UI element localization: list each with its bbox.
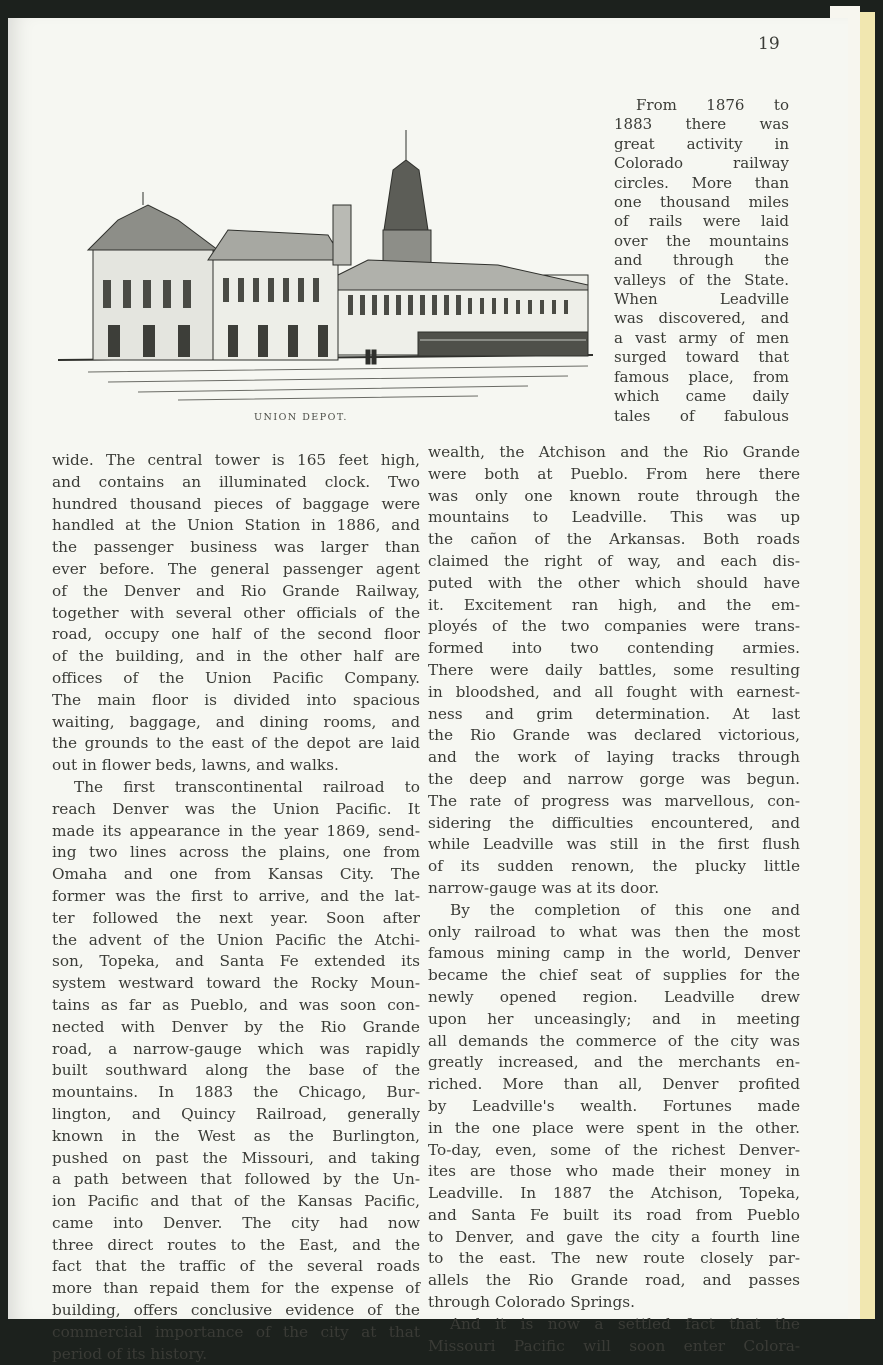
text-line: mountains to Leadville. This was up	[428, 508, 800, 527]
text-line: wealth, the Atchison and the Rio Grande	[428, 443, 800, 461]
text-line: handled at the Union Station in 1886, and	[52, 516, 420, 535]
text-line: famous mining camp in the world, Denver	[428, 944, 800, 963]
text-line: ion Pacific and that of the Kansas Pacific,	[52, 1192, 420, 1211]
text-line: a vast army of men	[614, 328, 789, 347]
text-line: circles. More than	[614, 173, 789, 192]
text-line: son, Topeka, and Santa Fe extended its	[52, 952, 420, 971]
text-line: tales of fabulous	[614, 406, 789, 425]
text-line: known in the West as the Burlington,	[52, 1126, 420, 1145]
text-line: built southward along the base of the	[52, 1061, 420, 1080]
text-line: more than repaid them for the expense of	[52, 1279, 420, 1298]
text-line: great activity in	[614, 134, 789, 153]
text-line: nected with Denver by the Rio Grande	[52, 1017, 420, 1036]
text-line: road, a narrow-gauge which was rapidly	[52, 1039, 420, 1058]
text-line: to Denver, and gave the city a fourth line	[428, 1227, 800, 1246]
text-line: was only one known route through the	[428, 486, 800, 505]
right-column	[428, 442, 800, 1357]
text-line: The rate of progress was marvellous, con-	[428, 791, 800, 810]
text-line: ing two lines across the plains, one from	[52, 843, 420, 862]
text-line: system westward toward the Rocky Moun-	[52, 974, 420, 993]
text-line: was discovered, and	[614, 309, 789, 328]
text-line: one thousand miles	[614, 193, 789, 212]
text-line: valleys of the State.	[614, 270, 789, 289]
book-page	[8, 18, 848, 1363]
text-line: The main floor is divided into spacious	[52, 690, 420, 709]
text-line: 1883 there was	[614, 115, 789, 134]
text-line: Colorado railway	[614, 154, 789, 173]
text-line: former was the first to arrive, and the lat-	[52, 886, 420, 905]
text-line: sidering the difficulties encountered, and	[428, 813, 800, 832]
text-line: Omaha and one from Kansas City. The	[52, 865, 420, 884]
text-line: From 1876 to	[636, 96, 789, 114]
text-line: ness and grim determination. At last	[428, 704, 800, 723]
text-line: which came daily	[614, 387, 789, 406]
text-line: ter followed the next year. Soon after	[52, 908, 420, 927]
text-line: over the mountains	[614, 231, 789, 250]
text-line: commercial importance of the city at that	[52, 1322, 420, 1341]
text-line: and through the	[614, 251, 789, 270]
text-line: and Santa Fe built its road from Pueblo	[428, 1205, 800, 1224]
text-line: the passenger business was larger than	[52, 538, 420, 557]
text-line: three direct routes to the East, and the	[52, 1235, 420, 1254]
text-line: hundred thousand pieces of baggage were	[52, 494, 420, 513]
text-line: of the Denver and Rio Grande Railway,	[52, 581, 420, 600]
text-line: reach Denver was the Union Pacific. It	[52, 799, 420, 818]
text-line: and contains an illuminated clock. Two	[52, 472, 420, 491]
text-line: surged toward that	[614, 348, 789, 367]
text-line: the grounds to the east of the depot are laid	[52, 734, 420, 753]
page-number: 19	[758, 34, 780, 54]
text-line: newly opened region. Leadville drew	[428, 987, 800, 1006]
text-line: by Leadville's wealth. Fortunes made	[428, 1096, 800, 1115]
text-line: When Leadville	[614, 290, 789, 309]
text-line: puted with the other which should have	[428, 573, 800, 592]
text-line: The first transcontinental railroad to	[74, 777, 420, 796]
text-line: the cañon of the Arkansas. Both roads	[428, 530, 800, 549]
text-line: fact that the traffic of the several roads	[52, 1257, 420, 1276]
text-line: allels the Rio Grande road, and passes	[428, 1271, 800, 1290]
text-line: while Leadville was still in the first flush	[428, 835, 800, 854]
text-line: lington, and Quincy Railroad, generally	[52, 1104, 420, 1123]
text-line: a path between that followed by the Un-	[52, 1170, 420, 1189]
text-line: To-day, even, some of the richest Denver-	[428, 1140, 800, 1159]
text-line: narrow-gauge was at its door.	[428, 878, 660, 897]
text-line: building, offers conclusive evidence of the	[52, 1301, 420, 1320]
text-line: pushed on past the Missouri, and taking	[52, 1148, 420, 1167]
text-line: of the building, and in the other half are	[52, 647, 420, 666]
text-line: greatly increased, and the merchants en-	[428, 1053, 800, 1072]
text-line: the advent of the Union Pacific the Atchi-	[52, 930, 420, 949]
illustration-caption: UNION DEPOT.	[254, 412, 348, 423]
text-line: formed into two contending armies.	[428, 639, 800, 658]
text-line: ites are those who made their money in	[428, 1162, 800, 1181]
text-line: Leadville. In 1887 the Atchison, Topeka,	[428, 1184, 800, 1203]
text-line: through Colorado Springs.	[428, 1293, 636, 1312]
text-line: offices of the Union Pacific Company.	[52, 668, 420, 687]
text-line: road, occupy one half of the second floor	[52, 625, 420, 644]
text-line: tains as far as Pueblo, and was soon con-	[52, 995, 420, 1014]
text-line: to the east. The new route closely par-	[428, 1249, 800, 1268]
text-line: the deep and narrow gorge was begun.	[428, 769, 800, 788]
text-line: claimed the right of way, and each dis-	[428, 551, 800, 570]
text-line: period of its history.	[52, 1344, 208, 1363]
text-line: of its sudden renown, the plucky little	[428, 857, 800, 876]
text-line: in bloodshed, and all fought with earnest-	[428, 682, 800, 701]
text-line: ever before. The general passenger agent	[52, 559, 420, 578]
text-line: and the work of laying tracks through	[428, 748, 800, 767]
text-line: all demands the commerce of the city was	[428, 1031, 800, 1050]
text-line: the Rio Grande was declared victorious,	[428, 726, 800, 745]
text-line: it. Excitement ran high, and the em-	[428, 595, 800, 614]
text-line: together with several other officials of the	[52, 603, 420, 622]
text-line: famous place, from	[614, 367, 789, 386]
text-line: out in flower beds, lawns, and walks.	[52, 756, 339, 775]
text-line: upon her unceasingly; and in meeting	[428, 1009, 800, 1028]
text-line: only railroad to what was then the most	[428, 922, 800, 941]
text-line: came into Denver. The city had now	[52, 1213, 420, 1232]
text-line: riched. More than all, Denver profited	[428, 1075, 800, 1094]
text-line: waiting, baggage, and dining rooms, and	[52, 712, 420, 731]
left-column	[52, 450, 420, 1365]
union-depot-illustration	[48, 110, 608, 410]
text-line: There were daily battles, some resulting	[428, 660, 800, 679]
text-line: of rails were laid	[614, 212, 789, 231]
side-paragraph	[614, 96, 789, 426]
text-line: made its appearance in the year 1869, send-	[52, 821, 420, 840]
text-line: became the chief seat of supplies for the	[428, 966, 800, 985]
text-line: And it is now a settled fact that the	[450, 1314, 800, 1333]
text-line: ployés of the two companies were trans-	[428, 617, 800, 636]
text-line: By the completion of this one and	[450, 900, 800, 919]
text-line: in the one place were spent in the other.	[428, 1118, 800, 1137]
text-line: Missouri Pacific will soon enter Colora-	[428, 1336, 800, 1355]
text-line: wide. The central tower is 165 feet high,	[52, 451, 420, 469]
text-line: mountains. In 1883 the Chicago, Bur-	[52, 1083, 420, 1102]
text-line: were both at Pueblo. From here there	[428, 464, 800, 483]
